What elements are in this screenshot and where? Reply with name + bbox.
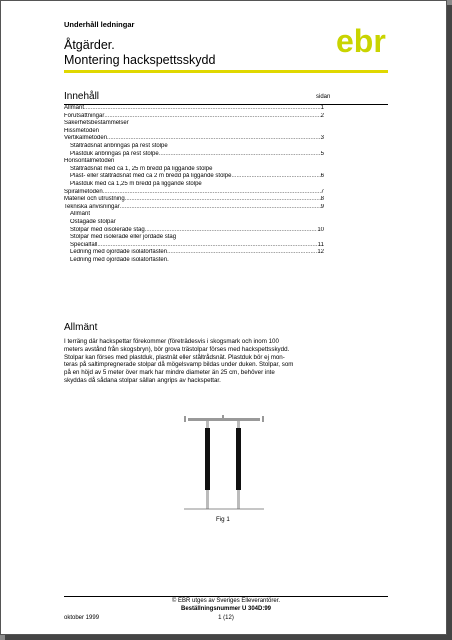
section-body [64, 338, 390, 385]
toc-leader-dots [104, 113, 320, 121]
toc-entry-text: Materiel och utrustning [64, 196, 125, 203]
toc-entry-page: 3 [320, 135, 324, 142]
toc-leader-dots [84, 105, 321, 113]
toc-entry-text: Horisontalmetoden [64, 158, 115, 165]
body-line: Stolpar kan förses med plastduk, plastnät eller ståltrådsnät. Plastduk bör ej mon- [64, 353, 285, 361]
protection-right [236, 428, 241, 490]
toc-entry-text: Stolpar med isolerade eller jordade stag [70, 234, 177, 241]
toc-leader-dots [231, 173, 320, 181]
toc-entry-text: Hissmetoden [64, 127, 100, 134]
insulator-center [222, 415, 224, 421]
body-line: teras på saltimpregnerade stolpar då mögelsvamp bildas under duken. Stolpar, som [64, 361, 294, 369]
toc-entry-text: Allmänt [64, 105, 85, 111]
toc-entry-text: Förutsättningar [64, 112, 105, 119]
toc-row [64, 120, 324, 128]
ebr-logo-text: ebr [336, 24, 386, 59]
footer-page-number: 1 (12) [218, 615, 234, 621]
table-of-contents [64, 105, 324, 264]
toc-row [64, 196, 324, 204]
document-title-line2: Montering hackspettsskydd [64, 53, 216, 67]
toc-row [64, 128, 324, 136]
toc-row [64, 143, 324, 151]
document-title-line1: Åtgärder. [64, 38, 115, 52]
toc-entry-text: Stolpar med oisolerade stag [70, 226, 145, 233]
toc-entry-page: 8 [320, 196, 324, 203]
protection-left [205, 428, 210, 490]
toc-row [64, 249, 324, 257]
section-heading: Allmänt [64, 322, 98, 333]
insulator-right [262, 416, 264, 422]
toc-entry-page: 5 [320, 150, 324, 157]
toc-entry-text: Spiralmetoden [64, 188, 103, 195]
toc-row [64, 181, 324, 189]
toc-entry-text: Ledning med ojordade isolatorfästen. [70, 256, 169, 263]
header-rule [64, 70, 388, 73]
footer-publisher: © EBR utges av Sveriges Elleverantörer. [171, 598, 281, 604]
pole-figure [180, 408, 268, 516]
footer-date: oktober 1999 [64, 615, 100, 621]
toc-row [64, 105, 324, 113]
toc-entry-text: Tekniska anvisningar [64, 203, 120, 210]
body-line: I terräng där hackspettar förekommer (företrädesvis i skogsmark och inom 100 [64, 338, 279, 345]
toc-row [64, 242, 324, 250]
toc-row [64, 135, 324, 143]
toc-entry-page: 9 [320, 203, 324, 210]
toc-row [64, 113, 324, 121]
running-title: Underhåll ledningar [64, 20, 135, 29]
toc-entry-text: Säkerhetsbestämmelser [64, 120, 129, 127]
footer-rule [64, 596, 388, 597]
toc-leader-dots [107, 135, 321, 143]
toc-leader-dots [103, 189, 321, 197]
toc-entry-page: 11 [317, 241, 324, 248]
toc-entry-text: Allmänt [70, 211, 91, 218]
toc-row [64, 189, 324, 197]
toc-entry-page: 6 [320, 173, 324, 180]
ebr-logo [336, 24, 388, 60]
toc-row [64, 257, 324, 265]
toc-page-label: sidan [316, 94, 331, 100]
toc-entry-text: Ståltrådsnät anbringas på rest stolpe [70, 142, 168, 149]
toc-leader-dots [120, 204, 321, 212]
toc-leader-dots [145, 227, 318, 235]
toc-row [64, 158, 324, 166]
toc-entry-text: Specialfall [70, 241, 98, 248]
footer-order-number: Beställningsnummer U 304D:99 [180, 606, 272, 612]
toc-entry-text: Ståltrådsnät med ca 1, 25 m bredd på liggande stolpe [70, 165, 213, 172]
toc-leader-dots [125, 196, 321, 204]
toc-entry-text: Vertikalmetoden [64, 135, 108, 142]
insulator-left [184, 416, 186, 422]
toc-heading: Innehåll [64, 91, 100, 102]
toc-entry-text: Ledning med ojordade isolatorfästen [70, 249, 168, 256]
toc-leader-dots [159, 151, 321, 159]
toc-row [64, 204, 324, 212]
toc-leader-dots [97, 242, 317, 250]
toc-row [64, 173, 324, 181]
toc-row [64, 227, 324, 235]
toc-entry-text: Plastduk anbringas på rest stolpe [70, 150, 159, 157]
figure-caption: Fig 1 [216, 516, 230, 523]
toc-entry-page: 12 [317, 249, 324, 256]
toc-entry-page: 1 [320, 105, 324, 111]
body-line: skyddas då sådana stolpar sällan angrips av hackspettar. [64, 376, 221, 384]
body-line: meters avstånd från skogsbryn), bör grova trästolpar förses med hackspettsskydd. [64, 345, 290, 353]
toc-entry-text: Plast- eller ståltrådsnät med ca 2 m bredd på liggande stolpe [70, 173, 232, 180]
toc-row [64, 219, 324, 227]
toc-entry-text: Ostagade stolpar [70, 218, 116, 225]
toc-row [64, 211, 324, 219]
toc-row [64, 151, 324, 159]
toc-entry-page: 2 [320, 112, 324, 119]
body-line: på en höjd av 5 meter över mark har mindre diameter än 25 cm, behöver inte [64, 369, 275, 377]
toc-leader-dots [167, 249, 317, 257]
toc-row [64, 234, 324, 242]
toc-row [64, 166, 324, 174]
toc-entry-text: Plastduk med ca 1,25 m bredd på liggande stolpe [70, 180, 202, 187]
toc-entry-page: 10 [317, 226, 324, 233]
toc-entry-page: 7 [320, 188, 324, 195]
